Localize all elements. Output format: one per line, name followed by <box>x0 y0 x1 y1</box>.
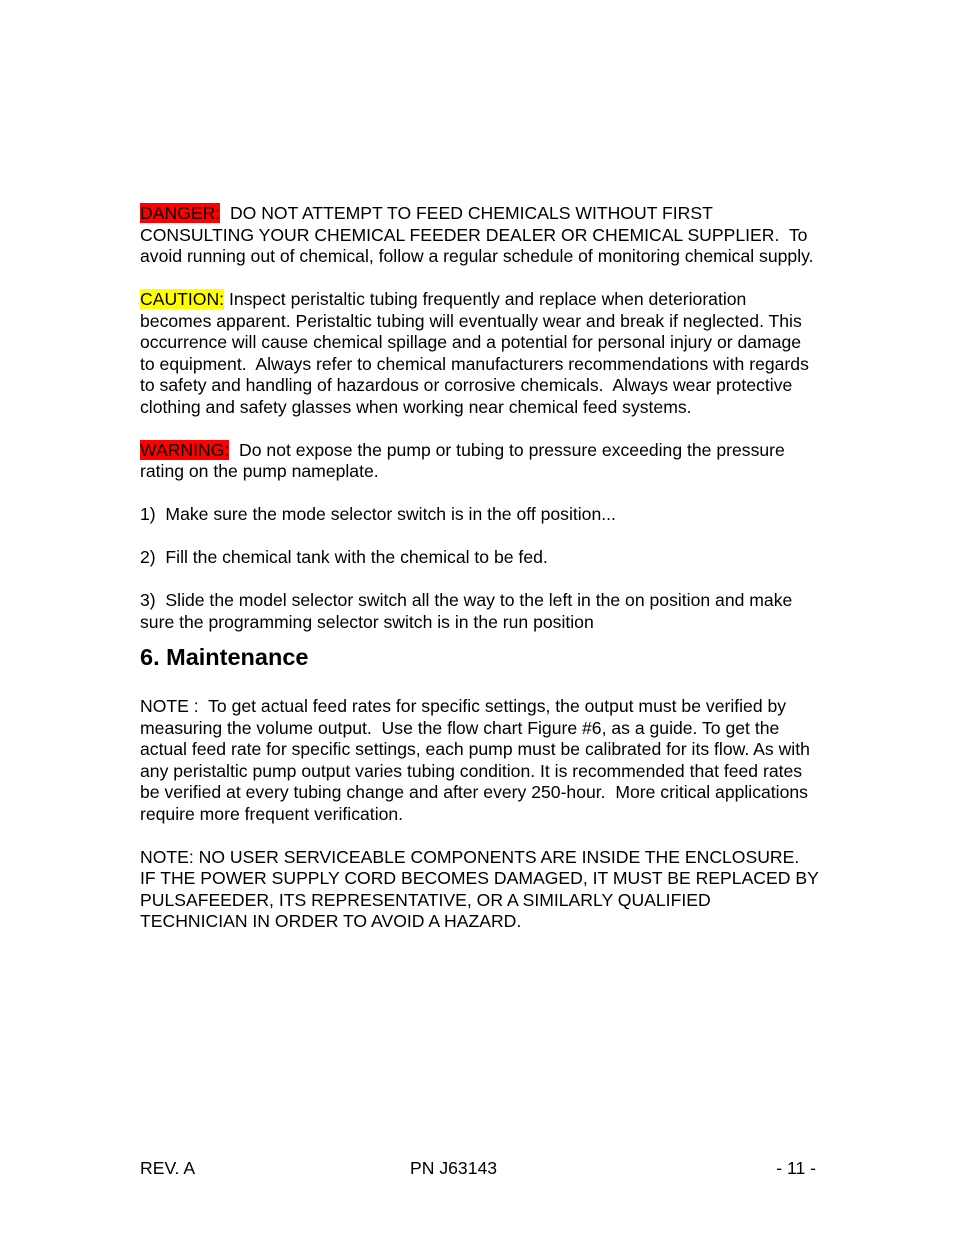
note-serviceable: NOTE: NO USER SERVICEABLE COMPONENTS ARE INSIDE THE ENCLOSURE. IF THE POWER SUPPLY CORD BECOMES DAMAGED, IT MUST BE REPLACED BY PULSAFEEDER, ITS REPRESENTATIVE, OR A SIMILARLY QUALIFIED TECHNICIAN IN ORDER TO AVOID A HAZARD. <box>140 846 824 931</box>
danger-paragraph <box>140 203 820 268</box>
step-3: 3) Slide the model selector switch all the way to the left in the on position and make sure the programming selector switch is in the run position <box>140 590 798 632</box>
step-2: 2) Fill the chemical tank with the chemical to be fed. <box>140 547 548 567</box>
danger-label: DANGER: <box>140 203 221 223</box>
footer-revision: REV. A <box>140 1158 196 1178</box>
caution-paragraph <box>140 289 820 418</box>
warning-label: WARNING: <box>140 439 230 460</box>
step-1: 1) Make sure the mode selector switch is in the off position... <box>140 504 616 524</box>
caution-label: CAUTION: <box>140 289 225 309</box>
warning-text: Do not expose the pump or tubing to pressure exceeding the pressure rating on the pump nameplate. <box>140 439 790 481</box>
caution-text: Inspect peristaltic tubing frequently and replace when deterioration becomes apparent. Peristaltic tubing will eventually wear and break if neglected. This occurrence will cause chemical spillage and a potential for personal injury or damage to equipment. Always refer to chemical manufacturers recommendations with regards to safety and handling of hazardous or corrosive chemicals. Always wear protective clothing and safety glasses when working near chemical feed systems. <box>140 289 814 417</box>
danger-text: DO NOT ATTEMPT TO FEED CHEMICALS WITHOUT FIRST CONSULTING YOUR CHEMICAL FEEDER DEALER OR CHEMICAL SUPPLIER. To avoid running out of chemical, follow a regular schedule of monitoring chemical supply. <box>140 203 814 266</box>
warning-paragraph <box>140 440 820 483</box>
section-heading: 6. Maintenance <box>140 644 309 670</box>
footer-page-number: - 11 - <box>776 1158 816 1178</box>
page-footer <box>140 1157 816 1179</box>
page-content <box>140 203 824 954</box>
footer-part-number: PN J63143 <box>410 1158 498 1178</box>
note-calibration: NOTE : To get actual feed rates for specific settings, the output must be verified by measuring the volume output. Use the flow chart Figure #6, as a guide. To get the actual feed rate for specific settings, each pump must be calibrated for its flow. As with any peristaltic pump output varies tubing condition. It is recommended that feed rates be verified at every tubing change and after every 250-hour. More critical applications require more frequent verification. <box>140 696 815 824</box>
